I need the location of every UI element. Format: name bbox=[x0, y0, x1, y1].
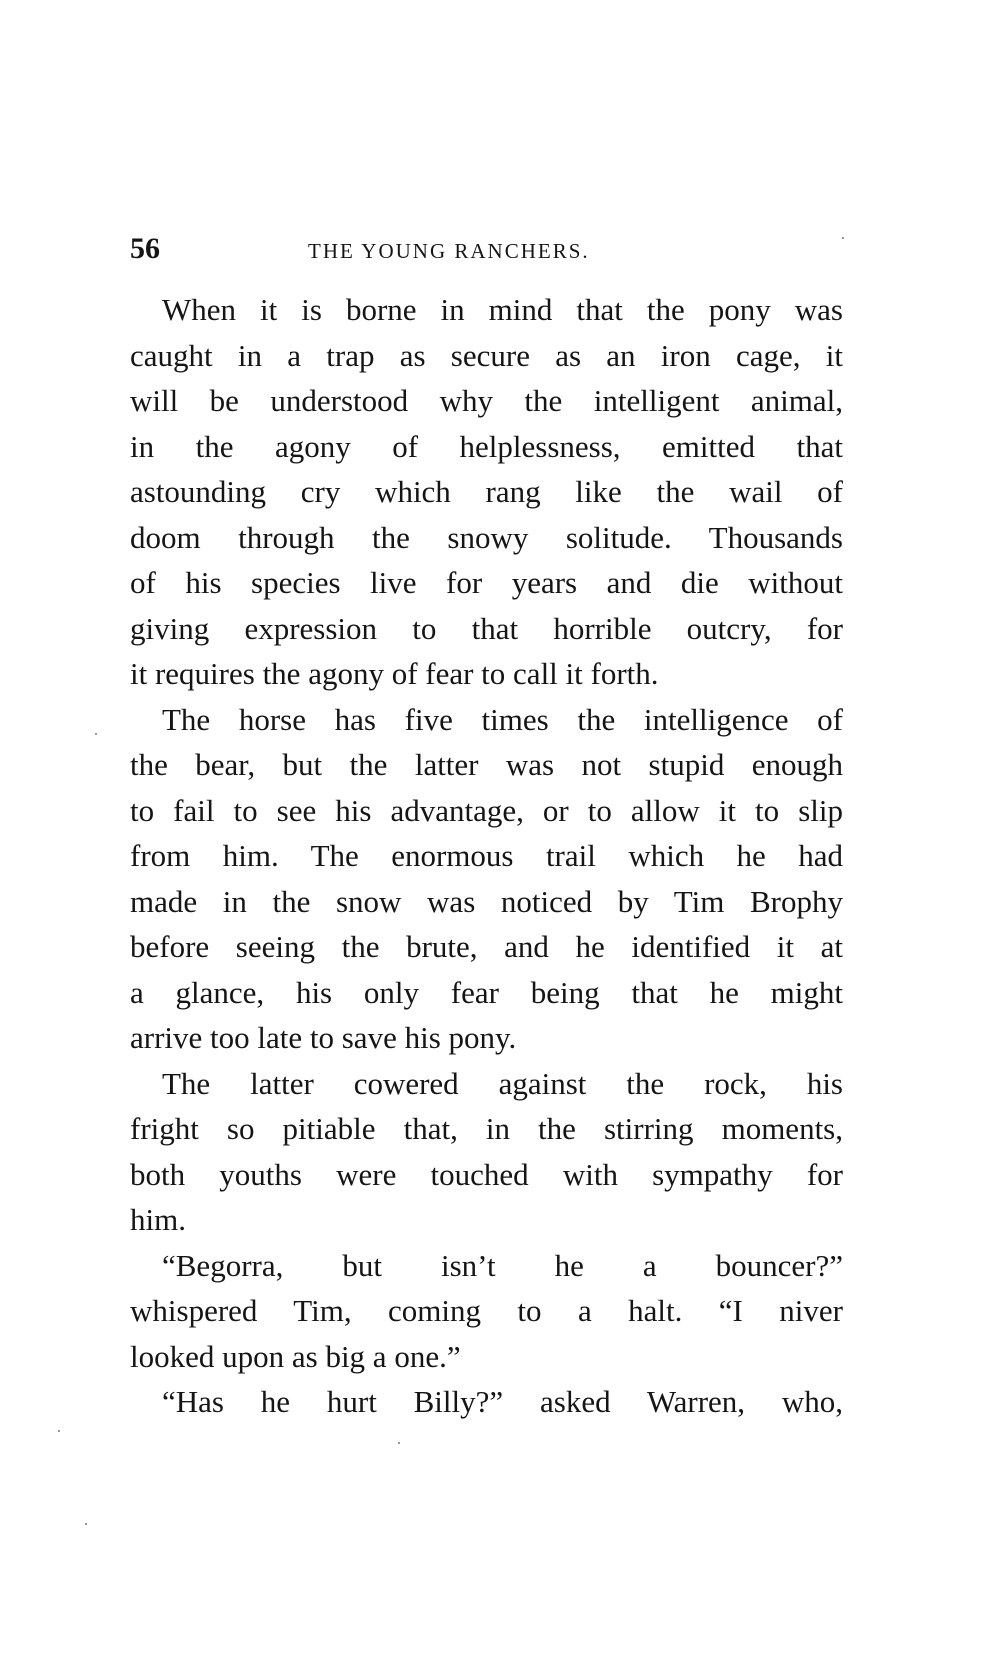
text-line: The horse has five times the intelligence of bbox=[162, 701, 843, 737]
scan-speck bbox=[95, 733, 97, 735]
text-line: “Begorra, but isn’t he a bouncer?” bbox=[162, 1247, 843, 1283]
paragraph bbox=[130, 697, 843, 1061]
paragraph bbox=[130, 1379, 843, 1425]
text-line: it requires the agony of fear to call it forth. bbox=[130, 656, 659, 691]
text-line: giving expression to that horrible outcry, for bbox=[130, 610, 843, 646]
text-line: whispered Tim, coming to a halt. “I niver bbox=[130, 1293, 843, 1328]
text-line: him. bbox=[130, 1202, 186, 1237]
text-line: caught in a trap as secure as an iron cage, it bbox=[130, 337, 843, 373]
text-line: will be understood why the intelligent animal, bbox=[130, 383, 843, 418]
text-line: made in the snow was noticed by Tim Brophy bbox=[130, 883, 843, 919]
text-line: fright so pitiable that, in the stirring moments, bbox=[130, 1111, 843, 1146]
text-line: before seeing the brute, and he identified it at bbox=[130, 929, 843, 964]
text-line: of his species live for years and die without bbox=[130, 565, 843, 600]
text-line: from him. The enormous trail which he had bbox=[130, 838, 843, 873]
body-text bbox=[130, 287, 843, 1425]
text-line: When it is borne in mind that the pony was bbox=[162, 292, 843, 327]
text-line: the bear, but the latter was not stupid enough bbox=[130, 747, 843, 782]
text-line: arrive too late to save his pony. bbox=[130, 1020, 517, 1055]
text-line: a glance, his only fear being that he might bbox=[130, 974, 843, 1010]
scan-speck bbox=[842, 237, 844, 239]
text-line: astounding cry which rang like the wail of bbox=[130, 474, 843, 509]
running-head bbox=[130, 232, 843, 272]
page-number: 56 bbox=[130, 232, 160, 265]
text-line: in the agony of helplessness, emitted that bbox=[130, 428, 843, 464]
paragraph bbox=[130, 1061, 843, 1243]
book-title: THE YOUNG RANCHERS. bbox=[308, 239, 590, 263]
text-line: both youths were touched with sympathy for bbox=[130, 1156, 843, 1192]
text-line: looked upon as big a one.” bbox=[130, 1338, 461, 1374]
text-line: to fail to see his advantage, or to allow it to slip bbox=[130, 792, 843, 828]
paragraph bbox=[130, 287, 843, 697]
paragraph bbox=[130, 1243, 843, 1380]
scan-speck bbox=[85, 1523, 87, 1525]
scan-speck bbox=[58, 1430, 60, 1432]
text-line: “Has he hurt Billy?” asked Warren, who, bbox=[162, 1384, 843, 1419]
text-line: doom through the snowy solitude. Thousands bbox=[130, 519, 843, 555]
text-line: The latter cowered against the rock, his bbox=[162, 1065, 843, 1101]
scan-speck bbox=[398, 1442, 400, 1444]
